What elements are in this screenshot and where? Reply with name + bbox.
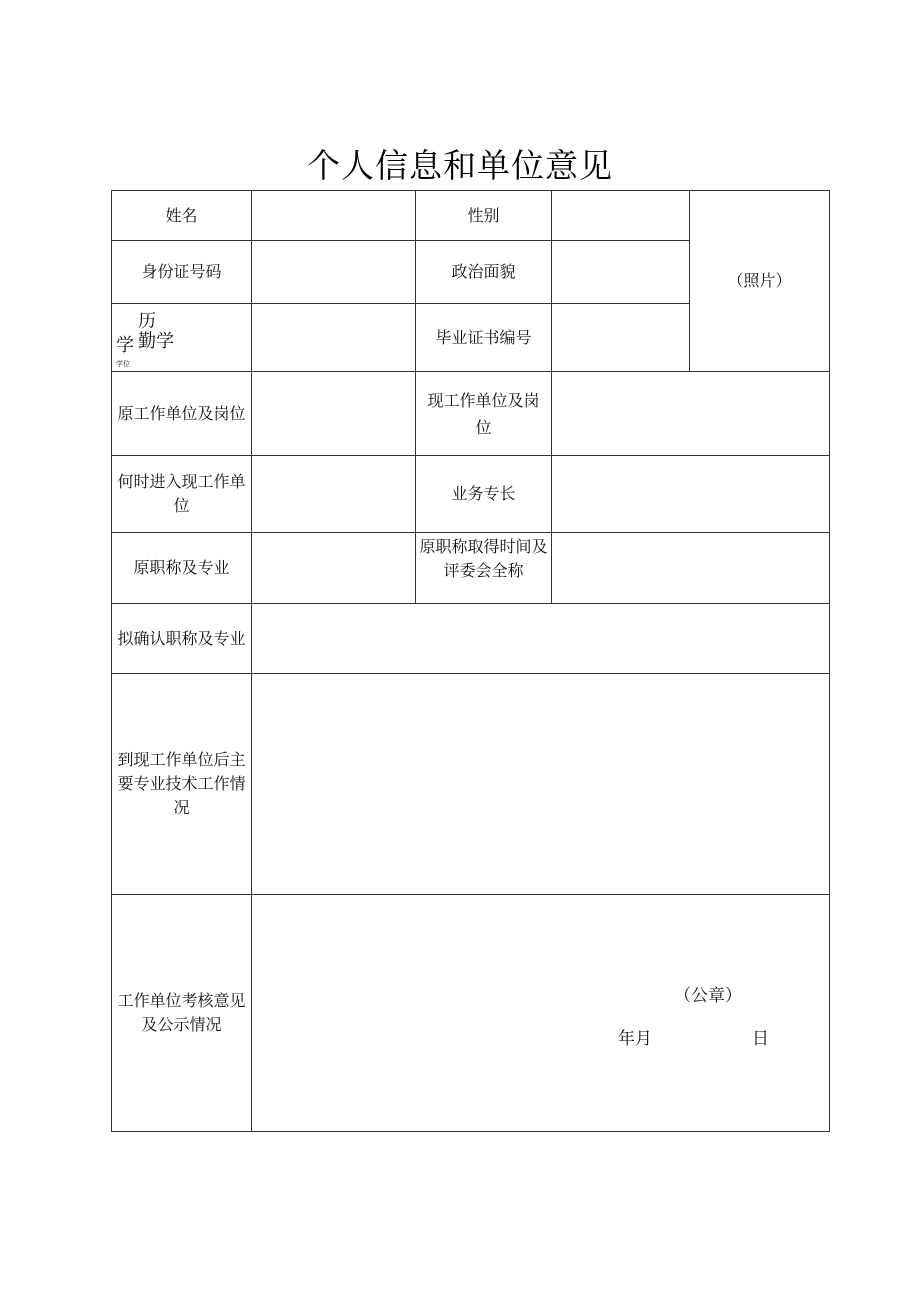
join-time-field[interactable] bbox=[252, 456, 415, 532]
page-title: 个人信息和单位意见 bbox=[307, 146, 613, 185]
former-unit-field[interactable] bbox=[252, 372, 415, 455]
label-specialty: 业务专长 bbox=[451, 484, 516, 503]
label-former-unit: 原工作单位及岗位 bbox=[117, 403, 246, 423]
label-proposed-title: 拟确认职称及专业 bbox=[117, 628, 246, 648]
seal-label: （公章） bbox=[674, 986, 742, 1006]
unit-opinion-field[interactable] bbox=[252, 895, 829, 1131]
photo-label: （照片） bbox=[727, 271, 792, 290]
label-former-title: 原职称及专业 bbox=[133, 558, 230, 577]
education-field[interactable] bbox=[252, 304, 415, 371]
former-title-field[interactable] bbox=[252, 533, 415, 603]
gender-field[interactable] bbox=[552, 191, 689, 240]
photo-placeholder[interactable] bbox=[690, 191, 829, 371]
label-name: 姓名 bbox=[165, 205, 198, 225]
id-number-field[interactable] bbox=[252, 241, 415, 303]
specialty-field[interactable] bbox=[552, 456, 829, 532]
proposed-title-field[interactable] bbox=[252, 604, 829, 673]
former-title-time-field[interactable] bbox=[552, 533, 829, 603]
label-education: 历 学 勤学 学位 bbox=[116, 311, 174, 368]
date-year-month-label: 年月 bbox=[618, 1029, 652, 1049]
label-main-work: 到现工作单位后主要专业技术工作情况 bbox=[117, 750, 246, 817]
main-work-field[interactable] bbox=[252, 674, 829, 894]
label-id-number: 身份证号码 bbox=[141, 262, 222, 281]
label-diploma-number: 毕业证书编号 bbox=[435, 327, 532, 347]
label-current-unit: 现工作单位及岗位 bbox=[427, 390, 540, 437]
diploma-number-field[interactable] bbox=[552, 304, 689, 371]
date-day-label: 日 bbox=[752, 1029, 769, 1049]
name-field[interactable] bbox=[252, 191, 415, 240]
label-join-time: 何时进入现工作单位 bbox=[117, 472, 246, 515]
label-unit-opinion: 工作单位考核意见及公示情况 bbox=[117, 991, 246, 1034]
current-unit-field[interactable] bbox=[552, 372, 829, 455]
label-former-title-time: 原职称取得时间及评委会全称 bbox=[419, 537, 548, 580]
label-gender: 性别 bbox=[467, 205, 500, 225]
label-political-status: 政治面貌 bbox=[451, 262, 516, 281]
political-status-field[interactable] bbox=[552, 241, 689, 303]
